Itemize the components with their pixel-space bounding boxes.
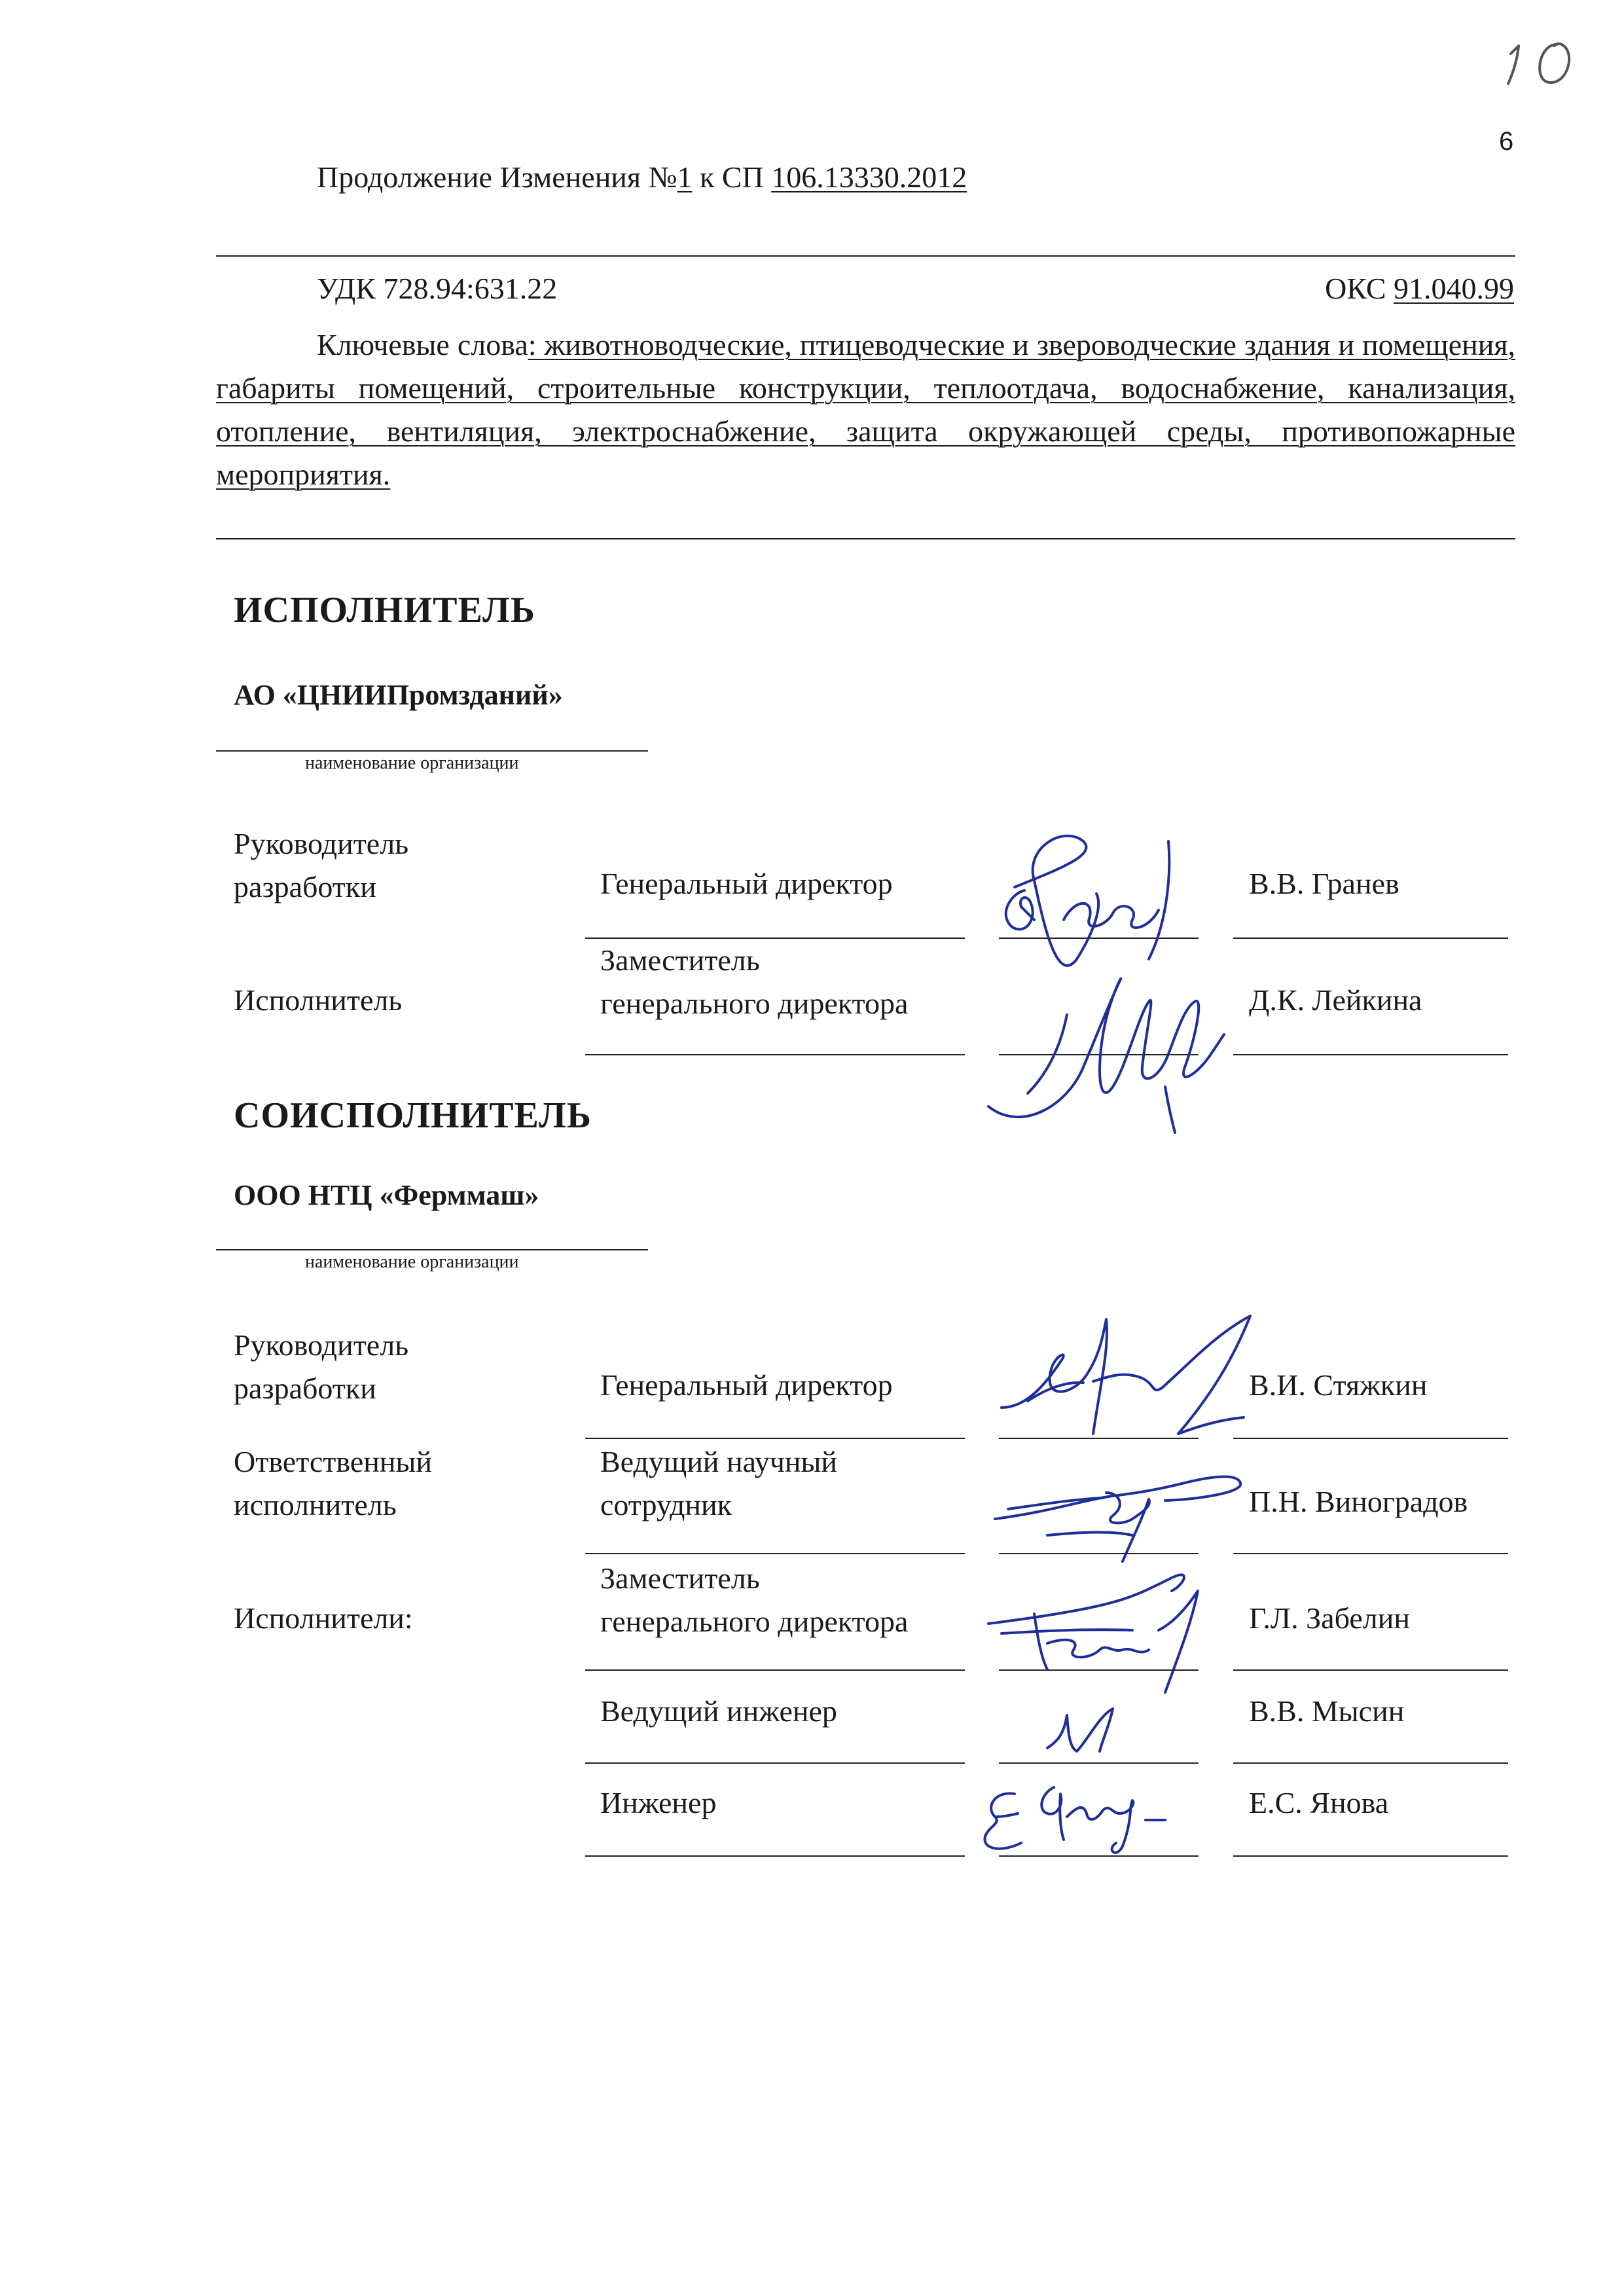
oks-code-line <box>1325 270 1514 306</box>
handwritten-number-mark <box>1499 26 1584 92</box>
top-divider <box>216 255 1515 257</box>
position-line-2: сотрудник <box>600 1488 732 1522</box>
continuation-middle: к СП <box>692 160 772 194</box>
co-name-2: П.Н. Виноградов <box>1249 1485 1468 1518</box>
signature-styazhkin <box>988 1309 1276 1453</box>
position-line-2: генерального директора <box>600 987 909 1020</box>
keywords-paragraph <box>216 323 1515 496</box>
co-position-1: Генеральный директор <box>600 1368 893 1402</box>
oks-code: 91.040.99 <box>1394 272 1514 305</box>
contractor-name-2: Д.К. Лейкина <box>1249 983 1422 1017</box>
position-line-1: Заместитель <box>600 943 760 977</box>
signature-mysin <box>1041 1689 1146 1761</box>
contractor-org-caption: наименование организации <box>305 753 519 773</box>
signature-leikina <box>969 956 1244 1152</box>
co-name-5: Е.С. Янова <box>1249 1786 1389 1819</box>
co-contractor-org-name: ООО НТЦ «Ферммаш» <box>234 1179 539 1211</box>
position-line-1: Заместитель <box>600 1561 760 1595</box>
signature-yanova <box>975 1768 1211 1866</box>
signature-zabelin <box>975 1552 1250 1702</box>
position-line <box>585 1762 965 1764</box>
position-line-2: генерального директора <box>600 1605 909 1638</box>
position-line <box>585 1553 965 1554</box>
continuation-line <box>317 159 967 195</box>
co-role-2 <box>234 1440 432 1527</box>
co-position-3 <box>600 1557 908 1643</box>
name-line <box>1233 938 1508 939</box>
name-line <box>1233 1855 1508 1857</box>
name-line <box>1233 1553 1508 1554</box>
continuation-change-number: 1 <box>677 160 693 194</box>
contractor-heading: ИСПОЛНИТЕЛЬ <box>234 590 535 630</box>
position-line-1: Ведущий научный <box>600 1445 838 1478</box>
co-role-1 <box>234 1324 408 1410</box>
contractor-role-1 <box>234 822 408 909</box>
contractor-position-1: Генеральный директор <box>600 867 893 900</box>
co-contractor-org-underline <box>216 1249 648 1250</box>
role-line-1: Руководитель <box>234 827 409 860</box>
contractor-role-2: Исполнитель <box>234 983 403 1017</box>
handwritten-page-number <box>1499 26 1584 95</box>
position-line <box>585 1855 965 1857</box>
contractor-name-1: В.В. Гранев <box>1249 867 1399 900</box>
co-role-3: Исполнители: <box>234 1601 413 1635</box>
position-line <box>585 1669 965 1671</box>
co-name-3: Г.Л. Забелин <box>1249 1601 1410 1635</box>
standard-code: 106.13330.2012 <box>771 160 967 194</box>
oks-label: ОКС <box>1325 272 1394 305</box>
role-line-2: исполнитель <box>234 1488 397 1522</box>
co-contractor-heading: СОИСПОЛНИТЕЛЬ <box>234 1095 592 1136</box>
role-line-1: Руководитель <box>234 1328 409 1362</box>
role-line-2: разработки <box>234 870 376 903</box>
name-line <box>1233 1054 1508 1055</box>
contractor-org-name: АО «ЦНИИПромзданий» <box>234 679 563 711</box>
role-line-2: разработки <box>234 1372 376 1405</box>
co-contractor-org-caption: наименование организации <box>305 1252 519 1272</box>
position-line <box>585 1438 965 1439</box>
keywords-text: : животноводческие, птицеводческие и звероводческие здания и помещения, габариты помещений, строительные конструкции, теплоотдача, водоснабжение, канализация, отопление, вентиляция, электроснабжение, защита окружающей среды, противопожарные мероприятия. <box>216 328 1516 491</box>
continuation-prefix: Продолжение Изменения № <box>317 160 677 194</box>
name-line <box>1233 1669 1508 1671</box>
udk-code: УДК 728.94:631.22 <box>317 272 558 305</box>
name-line <box>1233 1762 1508 1764</box>
contractor-position-2 <box>600 939 908 1025</box>
keywords-divider <box>216 538 1515 539</box>
contractor-org-underline <box>216 750 648 752</box>
position-line <box>585 1054 965 1055</box>
co-position-2 <box>600 1440 837 1527</box>
role-line-1: Ответственный <box>234 1445 432 1478</box>
co-name-1: В.И. Стяжкин <box>1249 1368 1428 1402</box>
co-position-5: Инженер <box>600 1786 717 1819</box>
co-name-4: В.В. Мысин <box>1249 1694 1405 1728</box>
signature-line <box>999 1762 1199 1764</box>
page-number: 6 <box>1499 127 1514 156</box>
co-position-4: Ведущий инженер <box>600 1694 837 1728</box>
keywords-label: Ключевые слова <box>317 328 528 361</box>
